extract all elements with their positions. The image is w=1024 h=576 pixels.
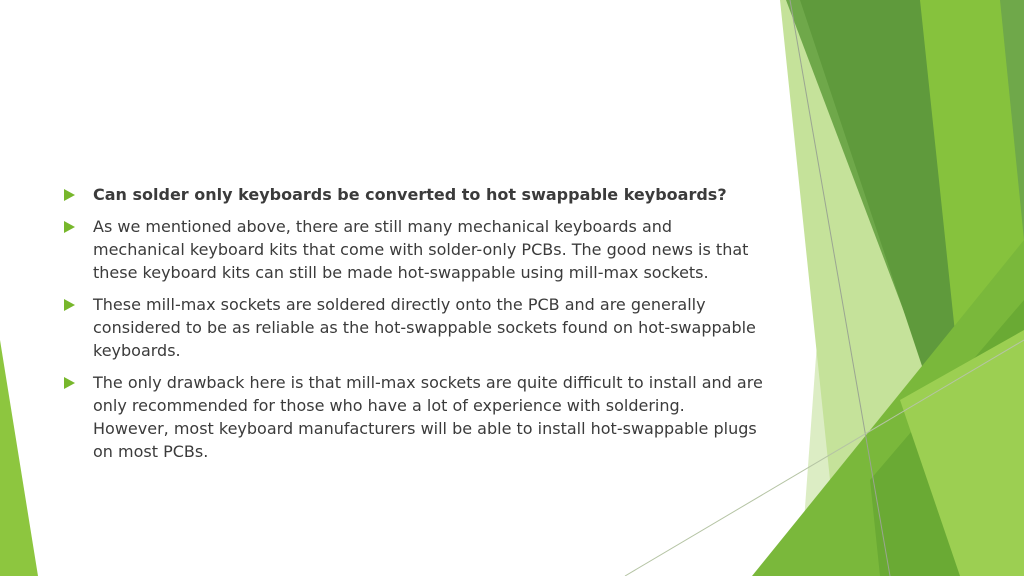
triangle-right-icon [64, 189, 75, 201]
list-item [64, 183, 764, 206]
bullet-list [64, 183, 764, 472]
bullet-text: These mill-max sockets are soldered directly onto the PCB and are generally considered to be as reliable as the hot-swappable sockets found on hot-swappable keyboards. [93, 295, 756, 360]
bullet-text: The only drawback here is that mill-max sockets are quite difficult to install and are only recommended for those who have a lot of experience with soldering. However, most keyboard manufacturers will be able to install hot-swappable plugs on most PCBs. [93, 373, 763, 461]
triangle-right-icon [64, 299, 75, 311]
bullet-text: As we mentioned above, there are still many mechanical keyboards and mechanical keyboard kits that come with solder-only PCBs. The good news is that these keyboard kits can still be made hot-swappable using mill-max sockets. [93, 217, 749, 282]
list-item [64, 371, 764, 463]
triangle-right-icon [64, 221, 75, 233]
left-green-sliver [0, 340, 38, 576]
list-item [64, 293, 764, 362]
bullet-text: Can solder only keyboards be converted to hot swappable keyboards? [93, 185, 727, 204]
triangle-right-icon [64, 377, 75, 389]
list-item [64, 215, 764, 284]
